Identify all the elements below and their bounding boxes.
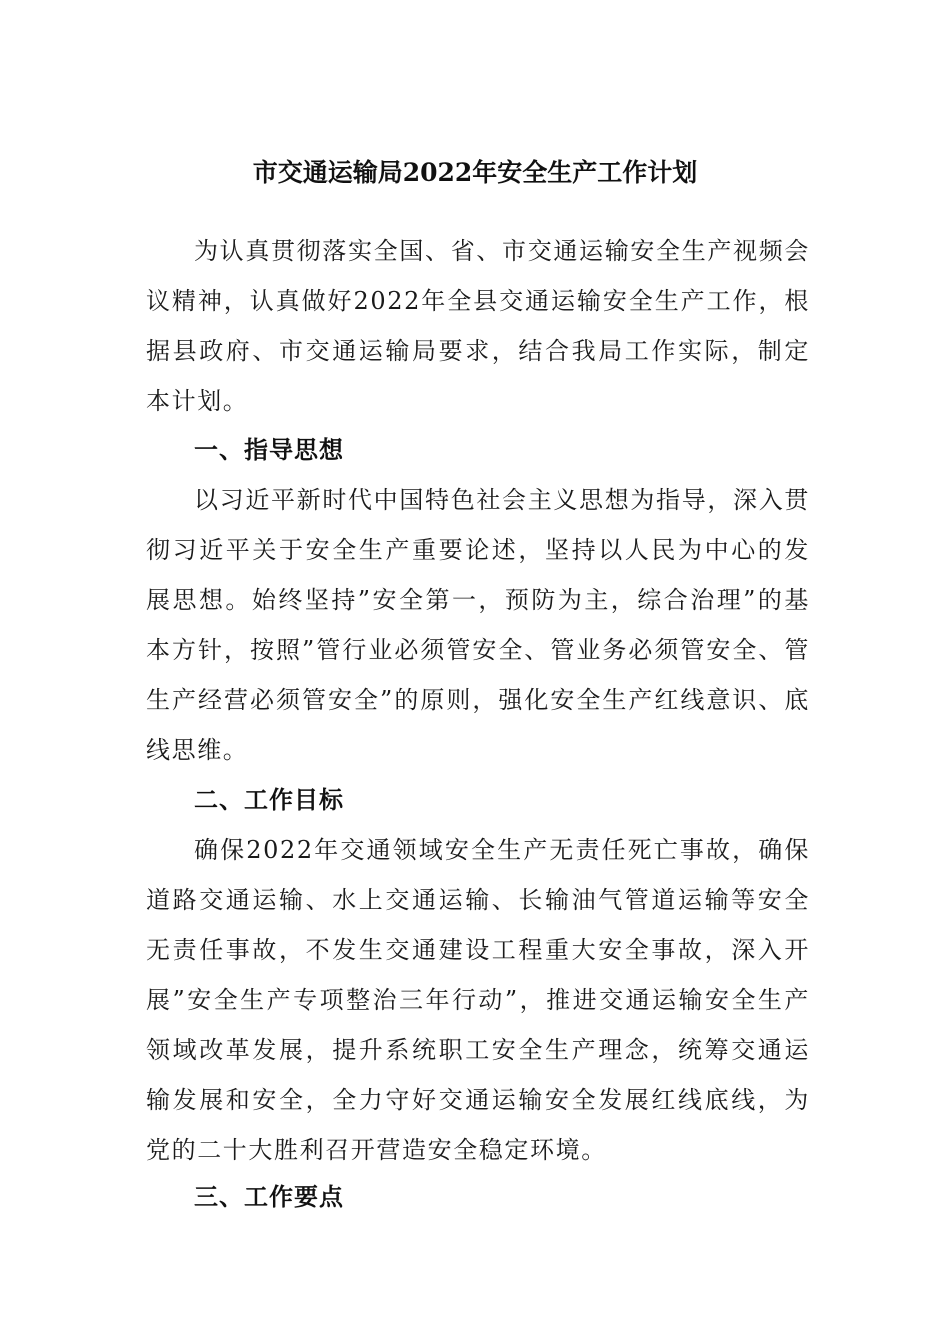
section-paragraph-guiding-thought: 以习近平新时代中国特色社会主义思想为指导，深入贯彻习近平关于安全生产重要论述，坚持以人民为中心的发展思想。始终坚持”安全第一，预防为主，综合治理”的基本方针，按照”管行业必须管安全、管业务必须管安全、管生产经营必须管安全”的原则，强化安全生产红线意识、底线思维。 [146, 486, 810, 764]
document-title: 市交通运输局2022年安全生产工作计划 [252, 158, 698, 187]
section-heading-work-goals: 二、工作目标 [194, 786, 344, 814]
section-paragraph-work-goals: 确保2022年交通领域安全生产无责任死亡事故，确保道路交通运输、水上交通运输、长输油气管道运输等安全无责任事故，不发生交通建设工程重大安全事故，深入开展”安全生产专项整治三年行动”，推进交通运输安全生产领域改革发展，提升系统职工安全生产理念，统筹交通运输发展和安全，全力守好交通运输安全发展红线底线，为党的二十大胜利召开营造安全稳定环境。 [146, 836, 810, 1164]
intro-paragraph: 为认真贯彻落实全国、省、市交通运输安全生产视频会议精神，认真做好2022年全县交通运输安全生产工作，根据县政府、市交通运输局要求，结合我局工作实际，制定本计划。 [146, 237, 810, 415]
section-heading-work-points: 三、工作要点 [194, 1183, 344, 1211]
section-heading-guiding-thought: 一、指导思想 [194, 436, 344, 464]
